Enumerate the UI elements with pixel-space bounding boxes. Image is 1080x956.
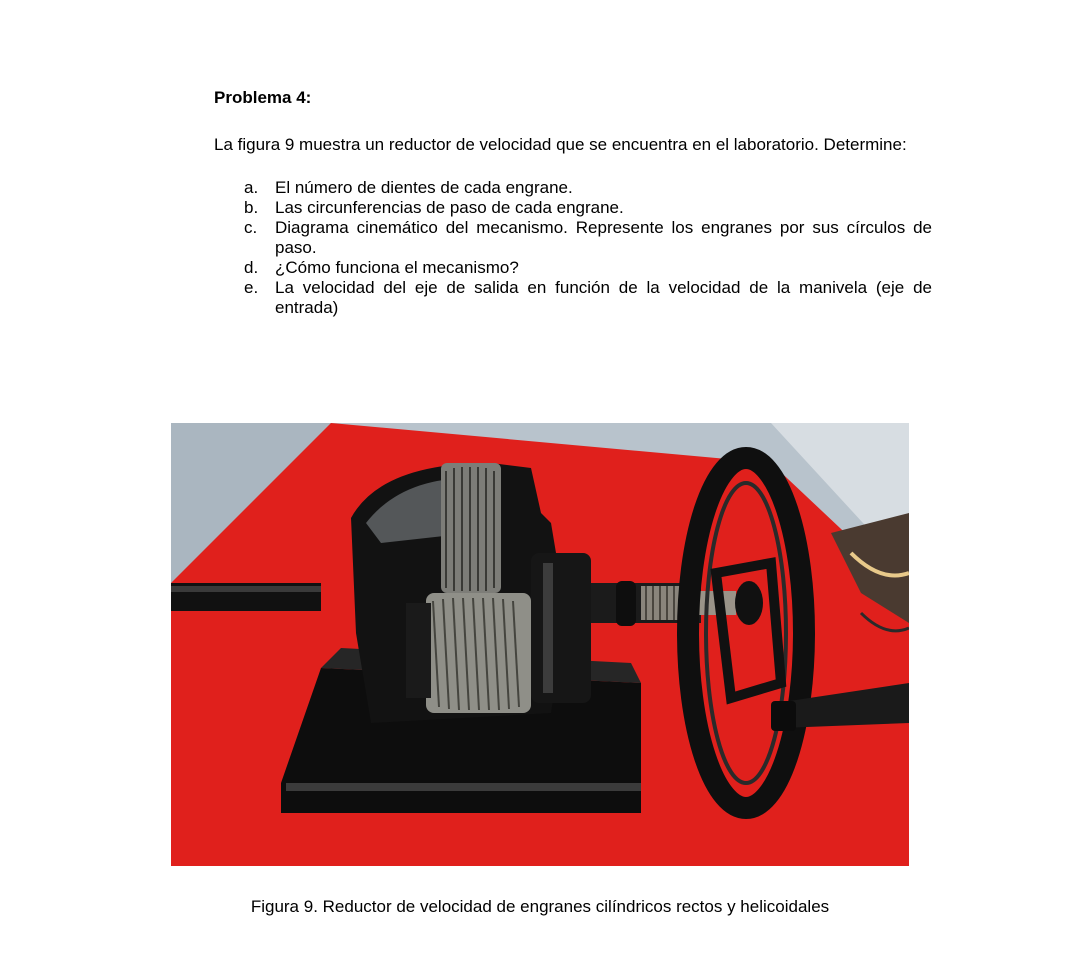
list-marker: d. xyxy=(244,258,259,277)
handwheel-hub xyxy=(735,581,763,625)
list-marker: c. xyxy=(244,218,258,237)
gear-reducer-photo xyxy=(171,423,909,866)
task-list xyxy=(214,178,932,318)
problem-intro: La figura 9 muestra un reductor de velocidad que se encuentra en el laboratorio. Determine: xyxy=(214,135,907,154)
shaft-highlight xyxy=(171,586,321,592)
base-edge xyxy=(286,783,641,791)
list-item xyxy=(214,198,932,218)
list-marker: a. xyxy=(244,178,259,197)
collar-ring xyxy=(616,581,636,626)
list-marker: b. xyxy=(244,198,259,217)
list-item-text: ¿Cómo funciona el mecanismo? xyxy=(275,258,519,277)
list-item-text: El número de dientes de cada engrane. xyxy=(275,178,573,197)
list-item-text: La velocidad del eje de salida en función de la velocidad de la manivela (eje de entrada) xyxy=(275,278,932,317)
bearing-block xyxy=(531,553,591,703)
problem-title: Problema 4: xyxy=(214,88,312,107)
list-item xyxy=(214,218,932,258)
list-item-text: Diagrama cinemático del mecanismo. Represente los engranes por sus círculos de paso. xyxy=(275,218,932,257)
list-item xyxy=(214,258,932,278)
list-item xyxy=(214,178,932,198)
list-marker: e. xyxy=(244,278,259,297)
list-item-text: Las circunferencias de paso de cada engrane. xyxy=(275,198,624,217)
crank-pin xyxy=(771,701,796,731)
gear-hub xyxy=(406,603,431,698)
gear-reducer-illustration xyxy=(171,423,909,866)
upper-gear-teeth xyxy=(446,467,494,591)
figure-caption: Figura 9. Reductor de velocidad de engranes cilíndricos rectos y helicoidales xyxy=(250,897,830,916)
list-item xyxy=(214,278,932,318)
bearing-highlight xyxy=(543,563,553,693)
